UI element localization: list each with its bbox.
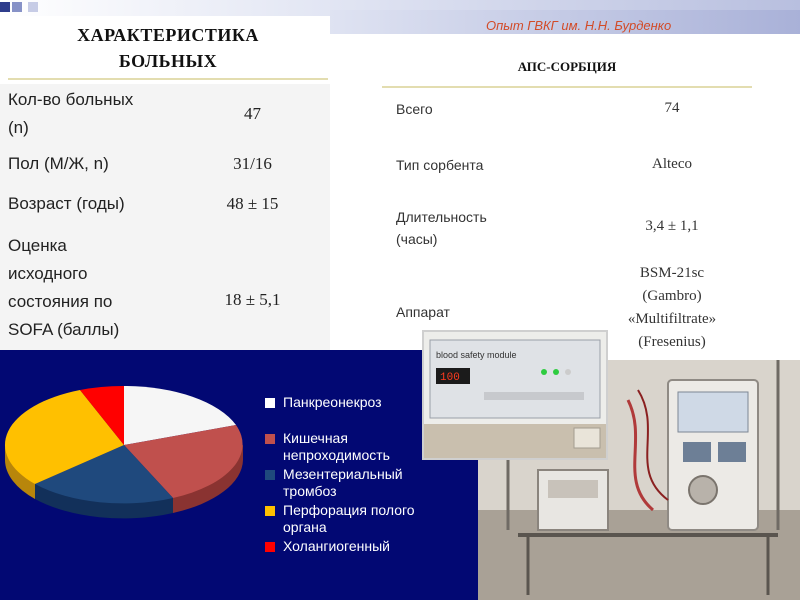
legend-label: Холангиогенный [283, 538, 390, 554]
pie-chart [0, 350, 260, 600]
row-label: Оценка исходного состояния по SOFA (баллы) [8, 236, 120, 339]
patients-title-line: ХАРАКТЕРИСТИКА [77, 25, 259, 45]
module-display-value: 100 [440, 372, 460, 384]
row-value: 18 ± 5,1 [224, 290, 281, 309]
row-label: Возраст (годы) [8, 194, 125, 213]
row-label: Тип сорбента [396, 157, 484, 173]
legend-swatch [265, 434, 275, 444]
row-value: 3,4 ± 1,1 [645, 218, 699, 234]
decor-square [0, 2, 10, 12]
row-label: Всего [396, 101, 433, 117]
brand-caption: Опыт ГВКГ им. Н.Н. Бурденко [486, 18, 672, 33]
legend-label: Перфорация полого органа [283, 502, 415, 535]
row-value: Alteco [652, 156, 692, 172]
device-photo-small [422, 330, 608, 460]
row-label: Кол-во больных (n) [8, 90, 134, 137]
legend-swatch [265, 398, 275, 408]
row-label: Длительность (часы) [396, 209, 487, 247]
patients-title [8, 22, 328, 80]
pie-chart-panel [0, 350, 480, 600]
aps-row-total [382, 98, 752, 124]
row-value: 47 [244, 104, 261, 123]
module-illustration [424, 332, 606, 458]
patients-row-sofa [0, 232, 330, 348]
row-value: 74 [664, 100, 680, 116]
patients-row-sex [0, 150, 330, 184]
patients-table [0, 84, 330, 350]
aps-row-duration [382, 206, 752, 254]
legend-label: Мезентериальный тромбоз [283, 466, 403, 499]
row-value: BSM-21sc (Gambro) «Multifiltrate» (Fresenius) [627, 265, 717, 350]
patients-title-line: БОЛЬНЫХ [118, 51, 218, 71]
row-label: Аппарат [396, 304, 450, 320]
decor-square [28, 2, 38, 12]
patients-row-count [0, 86, 330, 142]
row-value: 31/16 [233, 154, 272, 173]
aps-title: АПС-СОРБЦИЯ [382, 50, 752, 88]
row-value: 48 ± 15 [226, 194, 279, 213]
legend-swatch [265, 506, 275, 516]
row-label: Пол (М/Ж, n) [8, 154, 109, 173]
patients-row-age [0, 190, 330, 224]
legend-swatch [265, 470, 275, 480]
legend-label: Кишечная непроходимость [283, 430, 390, 463]
decor-square [12, 2, 22, 12]
aps-row-sorbent [382, 154, 752, 180]
module-label: blood safety module [436, 350, 517, 360]
legend-label: Панкреонекроз [283, 394, 382, 410]
legend-swatch [265, 542, 275, 552]
